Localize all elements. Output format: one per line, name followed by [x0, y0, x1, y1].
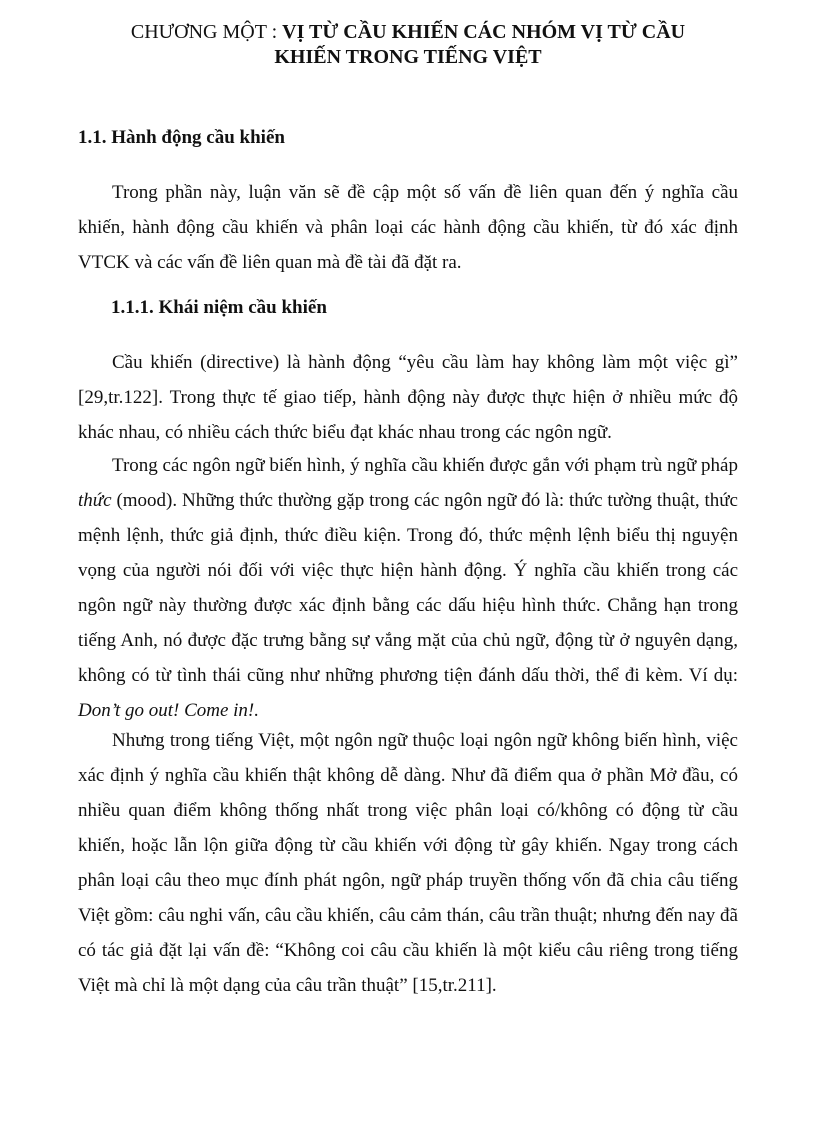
chapter-title: [60, 20, 756, 70]
section-heading: 1.1. Hành động cầu khiến: [78, 127, 285, 148]
vietnamese-paragraph: Nhưng trong tiếng Việt, một ngôn ngữ thuộc loại ngôn ngữ không biến hình, việc xác định ý nghĩa cầu khiến thật không dễ dàng. Như đã điểm qua ở phần Mở đầu, có nhiều quan điểm không thống nhất trong việc phân loại có/không có động từ cầu khiến, hoặc lẫn lộn giữa động từ cầu khiến với động từ gây khiến. Ngay trong cách phân loại câu theo mục đính phát ngôn, ngữ pháp truyền thống vốn đã chia câu tiếng Việt gồm: câu nghi vấn, câu cầu khiến, câu cảm thán, câu trần thuật; nhưng đến nay đã có tác giả đặt lại vấn đề: “Không coi câu cầu khiến là một kiểu câu riêng trong tiếng Việt mà chỉ là một dạng của câu trần thuật” [15,tr.211].: [78, 730, 738, 996]
subsection-heading: 1.1.1. Khái niệm cầu khiến: [111, 297, 327, 318]
paragraph-text: (mood). Những thức thường gặp trong các ngôn ngữ đó là: thức tường thuật, thức mệnh lệnh, thức giả định, thức điều kiện. Trong đó, thức mệnh lệnh biểu thị nguyện vọng của người nói đối với việc thực hiện hành động. Ý nghĩa cầu khiến trong các ngôn ngữ này thường được xác định bằng các dấu hiệu hình thức. Chẳng hạn trong tiếng Anh, nó được đặc trưng bằng sự vắng mặt của chủ ngữ, động từ ở nguyên dạng, không có từ tình thái cũng như những phương tiện đánh dấu thời, thể đi kèm. Ví dụ:: [78, 490, 738, 686]
definition-paragraph: Cầu khiến (directive) là hành động “yêu cầu làm hay không làm một việc gì” [29,tr.122]. Trong thực tế giao tiếp, hành động này được thực hiện ở nhiều mức độ khác nhau, có nhiều cách thức biểu đạt khác nhau trong các ngôn ngữ.: [78, 352, 738, 443]
inflectional-languages-paragraph: [78, 448, 738, 728]
paragraph-text: Trong các ngôn ngữ biến hình, ý nghĩa cầu khiến được gắn với phạm trù ngữ pháp: [112, 455, 738, 476]
chapter-title-line-2: KHIẾN TRONG TIẾNG VIỆT: [274, 46, 542, 68]
english-example: Don’t go out! Come in!.: [78, 700, 260, 721]
section-intro-paragraph: Trong phần này, luận văn sẽ đề cập một số vấn đề liên quan đến ý nghĩa cầu khiến, hành động cầu khiến và phân loại các hành động cầu khiến, từ đó xác định VTCK và các vấn đề liên quan mà đề tài đã đặt ra.: [78, 182, 738, 273]
chapter-label: CHƯƠNG MỘT :: [130, 21, 283, 43]
chapter-title-line-1: VỊ TỪ CẦU KHIẾN CÁC NHÓM VỊ TỪ CẦU: [282, 21, 686, 43]
term-mood: thức: [78, 490, 112, 511]
